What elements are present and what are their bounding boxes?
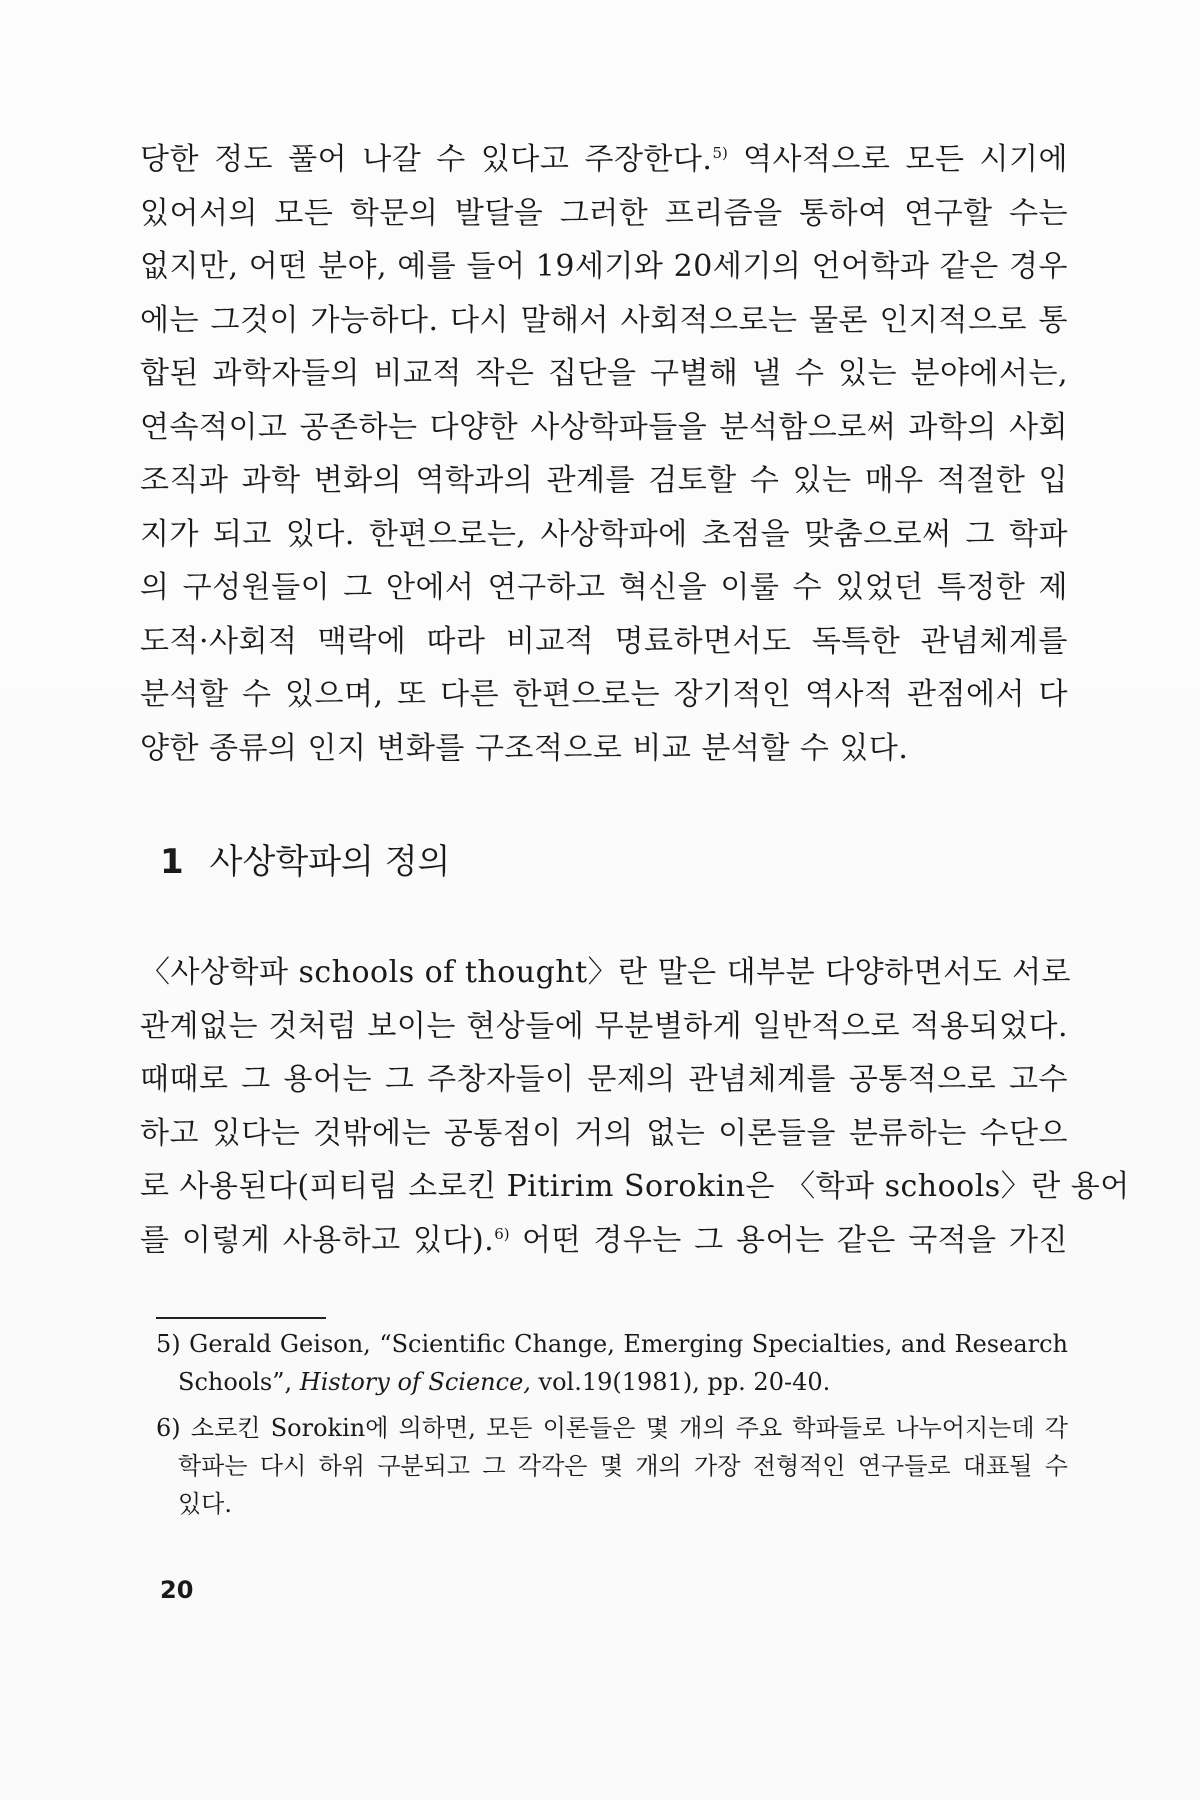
text-segment: 당한 정도 풀어 나갈 수 있다고 주장한다.	[140, 142, 713, 177]
body-paragraph-1	[140, 133, 1068, 775]
text-segment: 어떤 경우는 그 용어는 같은 국적을 가진	[509, 1222, 1068, 1258]
text-line: 하고 있다는 것밖에는 공통점이 거의 없는 이론들을 분류하는 수단으	[140, 1115, 1068, 1151]
footnote-line	[156, 1363, 1068, 1401]
page-number: 20	[160, 1576, 194, 1604]
footnote-line: 6) 소로킨 Sorokin에 의하면, 모든 이론들은 몇 개의 주요 학파들로 나누어지는데 각	[156, 1414, 1068, 1442]
text-line: 지가 되고 있다. 한편으로는, 사상학파에 초점을 맞춤으로써 그 학파	[140, 516, 1068, 552]
footnote-ref-6[interactable]: 6)	[494, 1224, 510, 1243]
section-number: 1	[160, 842, 184, 882]
text-segment: Schools”,	[178, 1368, 300, 1396]
body-paragraph-2	[140, 946, 1130, 1267]
footnotes	[156, 1325, 1068, 1531]
footnote-line: 학파는 다시 하위 구분되고 그 각각은 몇 개의 가장 전형적인 연구들로 대표될 수	[178, 1452, 1068, 1480]
text-line: 있어서의 모든 학문의 발달을 그러한 프리즘을 통하여 연구할 수는	[140, 195, 1068, 231]
text-line: 관계없는 것처럼 보이는 현상들에 무분별하게 일반적으로 적용되었다.	[140, 1008, 1068, 1044]
footnote-ref-5[interactable]: 5)	[712, 144, 728, 162]
text-line	[140, 1214, 1068, 1268]
text-line: 분석할 수 있으며, 또 다른 한편으로는 장기적인 역사적 관점에서 다	[140, 677, 1068, 712]
section-heading	[160, 842, 450, 882]
footnote-5	[156, 1325, 1068, 1401]
text-line: 없지만, 어떤 분야, 예를 들어 19세기와 20세기의 언어학과 같은 경우	[140, 249, 1068, 284]
text-line: 양한 종류의 인지 변화를 구조적으로 비교 분석할 수 있다.	[140, 730, 909, 766]
text-line: 때때로 그 용어는 그 주창자들이 문제의 관념체계를 공통적으로 고수	[140, 1062, 1068, 1097]
text-line: 도적·사회적 맥락에 따라 비교적 명료하면서도 독특한 관념체계를	[140, 623, 1068, 659]
text-line: 조직과 과학 변화의 역학과의 관계를 검토할 수 있는 매우 적절한 입	[140, 463, 1068, 498]
text-segment: vol.19(1981), pp. 20-40.	[530, 1368, 831, 1396]
text-line: 로 사용된다(피티림 소로킨 Pitirim Sorokin은 〈학파 schools〉란 용어	[140, 1169, 1130, 1204]
journal-title: History of Science,	[299, 1368, 531, 1396]
text-line: 에는 그것이 가능하다. 다시 말해서 사회적으로는 물론 인지적으로 통	[140, 302, 1068, 338]
footnote-6	[156, 1409, 1068, 1523]
text-segment: 를 이렇게 사용하고 있다).	[140, 1222, 495, 1258]
footnote-line: 5) Gerald Geison, “Scientific Change, Emerging Specialties, and Research	[156, 1330, 1068, 1358]
text-line: 연속적이고 공존하는 다양한 사상학파들을 분석함으로써 과학의 사회	[140, 409, 1068, 445]
footnote-line: 있다.	[178, 1490, 232, 1518]
text-line	[140, 133, 1068, 187]
text-line: 합된 과학자들의 비교적 작은 집단을 구별해 낼 수 있는 분야에서는,	[140, 356, 1068, 391]
text-line: 의 구성원들이 그 안에서 연구하고 혁신을 이룰 수 있었던 특정한 제	[140, 570, 1068, 605]
footnote-divider	[156, 1317, 326, 1319]
text-line: 〈사상학파 schools of thought〉란 말은 대부분 다양하면서도 서로	[140, 955, 1072, 990]
text-segment: 역사적으로 모든 시기에	[727, 142, 1068, 177]
section-title: 사상학파의 정의	[209, 842, 451, 882]
